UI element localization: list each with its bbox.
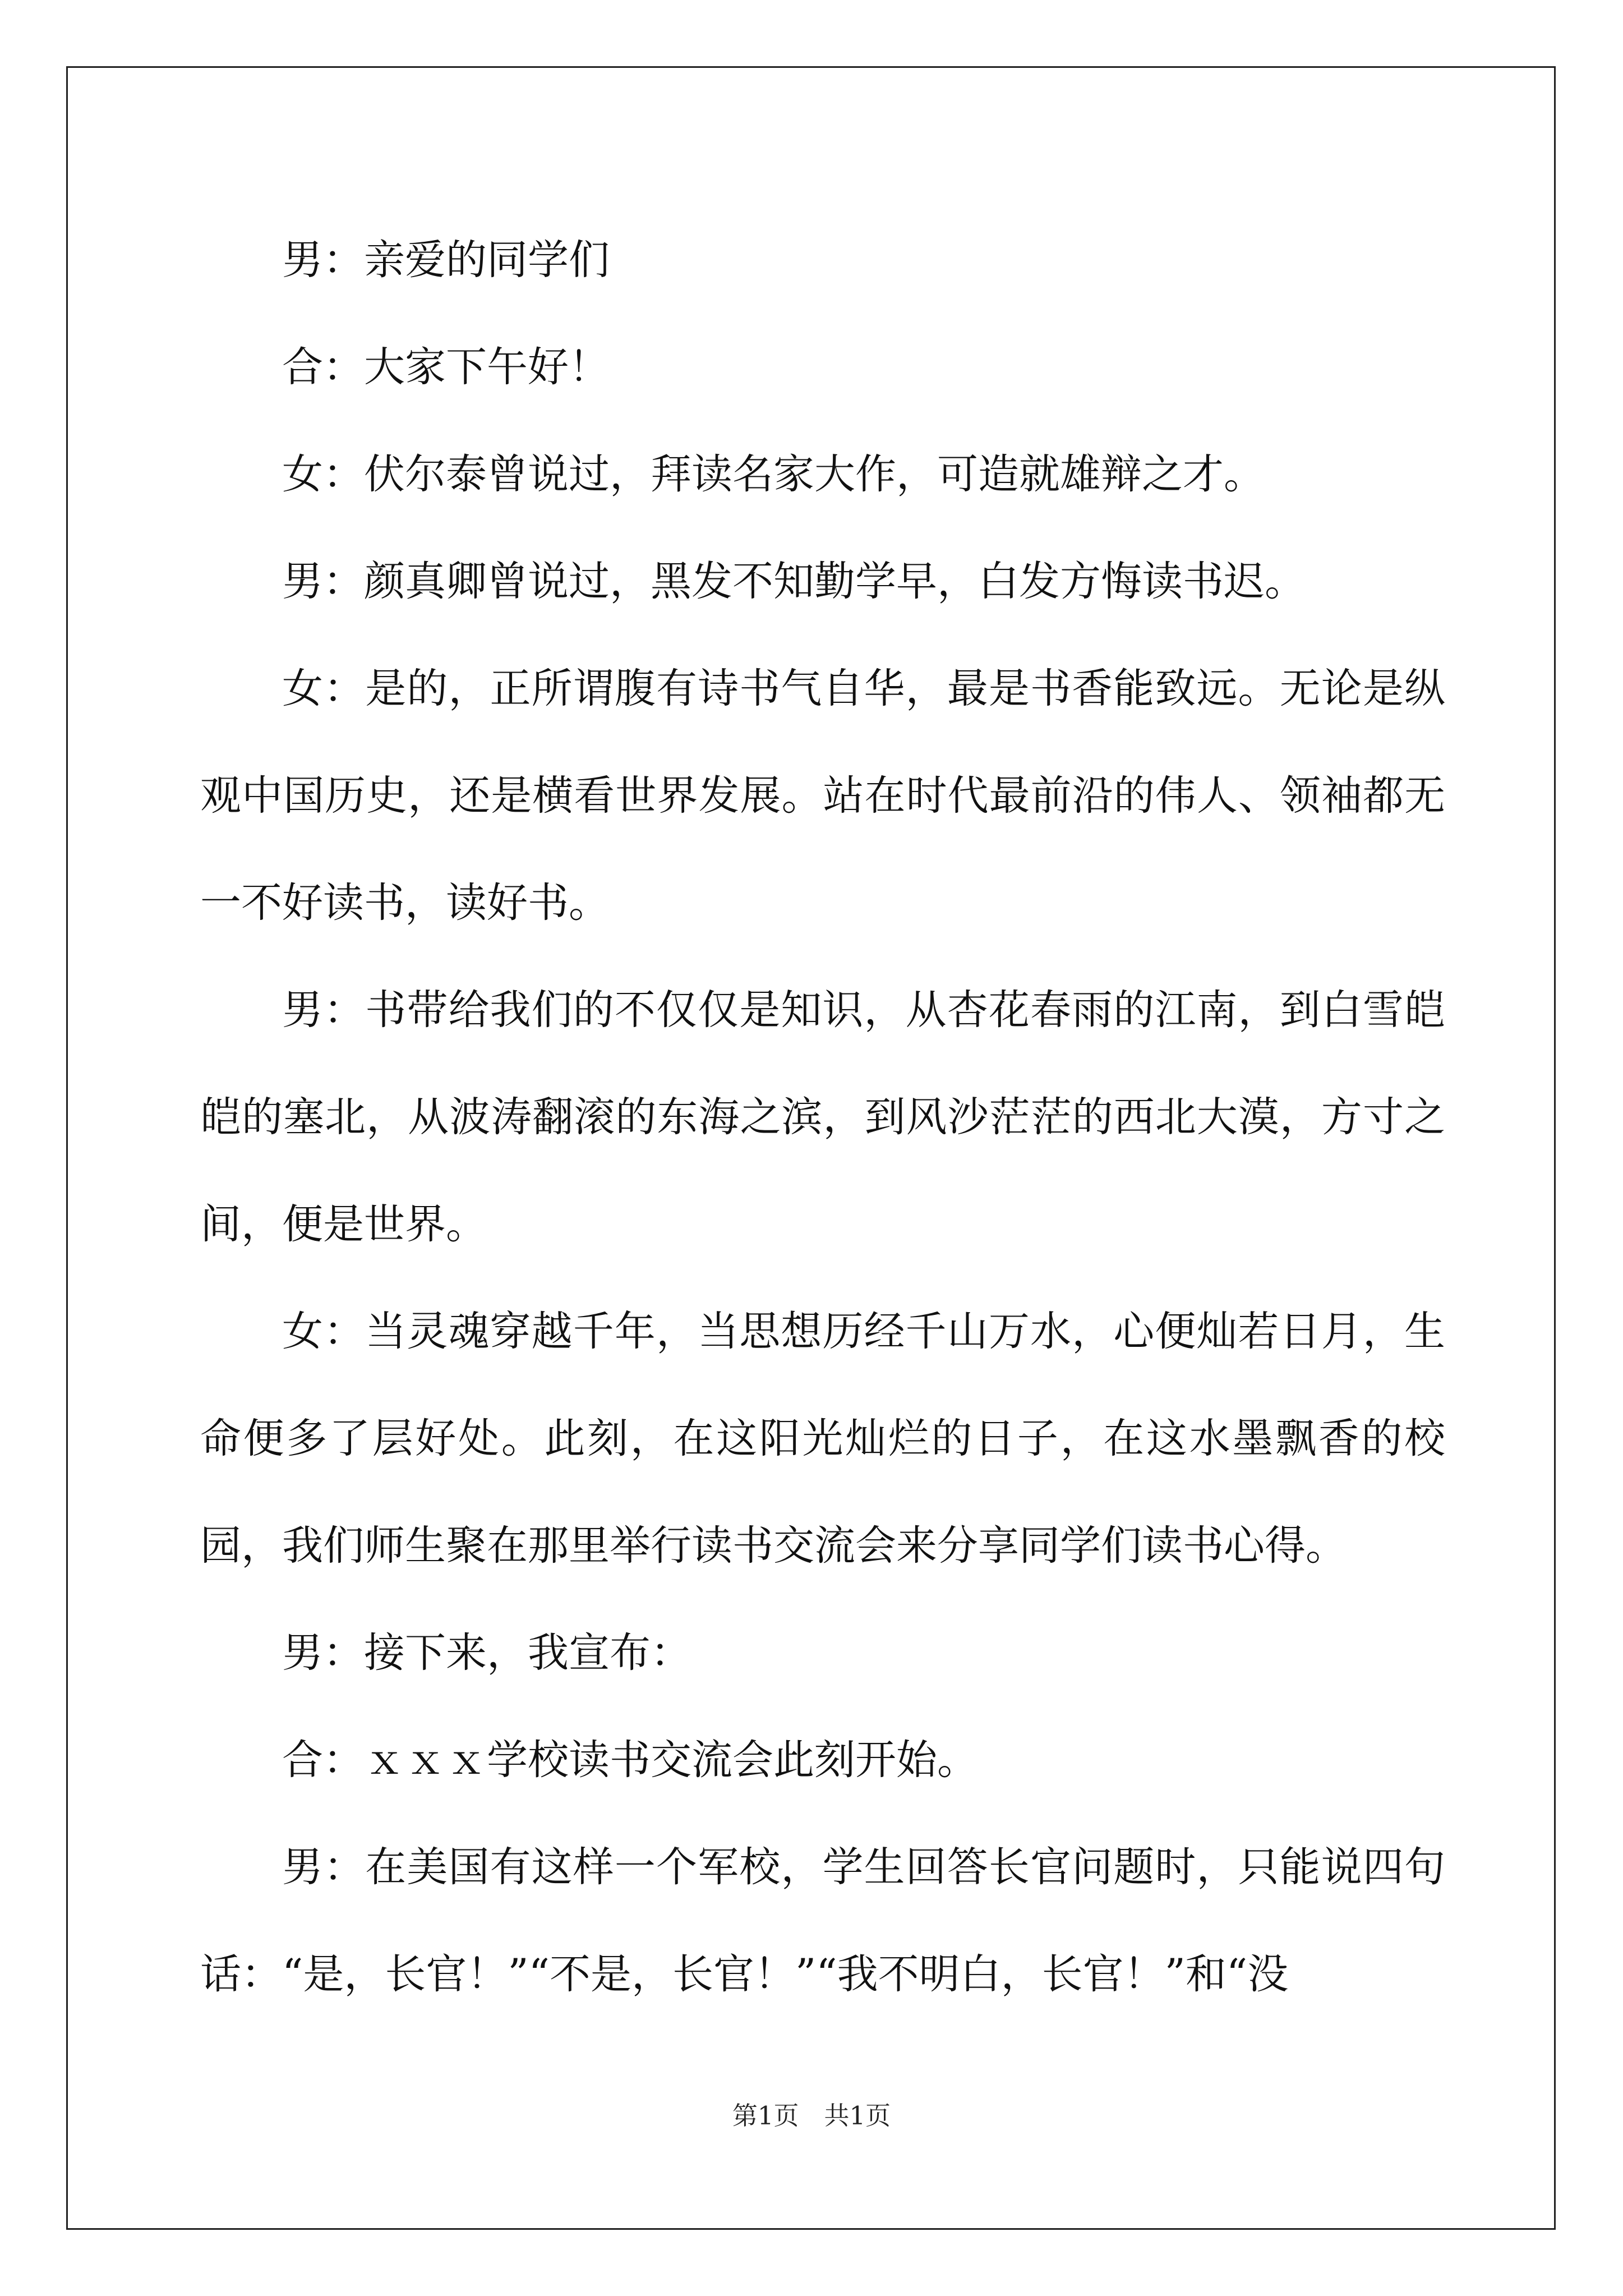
- paragraph: 男：书带给我们的不仅仅是知识，从杏花春雨的江南，到白雪皑皑的塞北，从波涛翻滚的东海之滨，到风沙茫茫的西北大漠，方寸之间，便是世界。: [200, 986, 1445, 1248]
- paragraph: 女：是的，正所谓腹有诗书气自华，最是书香能致远。无论是纵观中国历史，还是横看世界发展。站在时代最前沿的伟人、领袖都无一不好读书，读好书。: [200, 665, 1445, 927]
- page-footer: 第1页 共1页: [732, 2101, 891, 2131]
- document-body: [200, 206, 1445, 2028]
- paragraph: 女：当灵魂穿越千年，当思想历经千山万水，心便灿若日月，生命便多了层好处。此刻，在这阳光灿烂的日子，在这水墨飘香的校园，我们师生聚在那里举行读书交流会来分享同学们读书心得。: [200, 1308, 1445, 1570]
- paragraph: 合：ｘｘｘ学校读书交流会此刻开始。: [282, 1736, 978, 1784]
- paragraph: 男：亲爱的同学们: [282, 236, 610, 284]
- paragraph: 男：在美国有这样一个军校，学生回答长官问题时，只能说四句话：“是，长官！”“不是，长官！”“我不明白，长官！”和“没: [200, 1843, 1445, 1998]
- paragraph: 合：大家下午好！: [282, 343, 610, 391]
- paragraph: 男：接下来，我宣布：: [282, 1629, 691, 1677]
- paragraph: 男：颜真卿曾说过，黑发不知勤学早，白发方悔读书迟。: [282, 558, 1306, 605]
- paragraph: 女：伏尔泰曾说过，拜读名家大作，可造就雄辩之才。: [282, 450, 1265, 498]
